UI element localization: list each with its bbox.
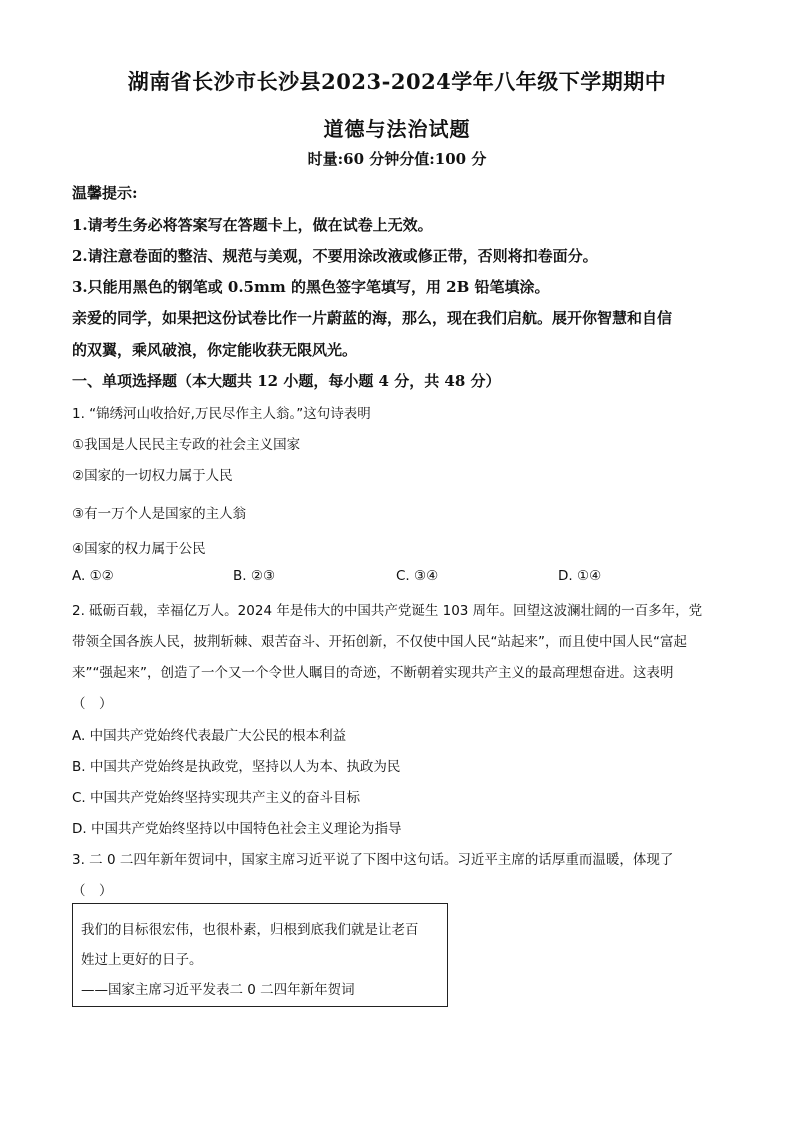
tip-item-1: 1.请考生务必将答案写在答题卡上，做在试卷上无效。 bbox=[72, 216, 433, 234]
q1-item-4: ④国家的权力属于公民 bbox=[72, 541, 206, 557]
q2-option-c[interactable]: C. 中国共产党始终坚持实现共产主义的奋斗目标 bbox=[72, 790, 361, 806]
q3-quote-line-1: 我们的目标很宏伟，也很朴素，归根到底我们就是让老百 bbox=[81, 922, 419, 938]
q3-quote-box bbox=[72, 903, 448, 1007]
q2-stem-line-2: 带领全国各族人民，披荆斩棘、艰苦奋斗、开拓创新，不仅使中国人民“站起来”，而且使中国人民“富起 bbox=[72, 634, 687, 650]
q3-stem-line-1: 3. 二 0 二四年新年贺词中，国家主席习近平说了下图中这句话。习近平主席的话厚重而温暖，体现了 bbox=[72, 852, 674, 868]
tip-item-2: 2.请注意卷面的整洁、规范与美观，不要用涂改液或修正带，否则将扣卷面分。 bbox=[72, 247, 598, 265]
q2-stem-line-3: 来”“强起来”，创造了一个又一个令世人瞩目的奇迹，不断朝着实现共产主义的最高理想奋进。这表明 bbox=[72, 665, 674, 681]
q1-option-c[interactable]: C. ③④ bbox=[396, 568, 439, 584]
q2-stem-line-1: 2. 砥砺百载，幸福亿万人。2024 年是伟大的中国共产党诞生 103 周年。回望这波澜壮阔的一百多年，党 bbox=[72, 603, 703, 619]
exam-title: 湖南省长沙市长沙县2023-2024学年八年级下学期期中 bbox=[127, 69, 667, 94]
q1-item-2: ②国家的一切权力属于人民 bbox=[72, 468, 233, 484]
exam-subject: 道德与法治试题 bbox=[323, 117, 471, 141]
q1-item-3: ③有一万个人是国家的主人翁 bbox=[72, 506, 247, 522]
tip-item-3: 3.只能用黑色的钢笔或 0.5mm 的黑色签字笔填写，用 2B 铅笔填涂。 bbox=[72, 278, 550, 296]
q1-option-b[interactable]: B. ②③ bbox=[233, 568, 276, 584]
q2-option-b[interactable]: B. 中国共产党始终是执政党，坚持以人为本、执政为民 bbox=[72, 759, 401, 775]
q1-item-1: ①我国是人民民主专政的社会主义国家 bbox=[72, 437, 301, 453]
encourage-line-2: 的双翼，乘风破浪，你定能收获无限风光。 bbox=[72, 341, 358, 359]
q1-option-a[interactable]: A. ①② bbox=[72, 568, 114, 584]
q3-quote-line-2: 姓过上更好的日子。 bbox=[81, 952, 203, 968]
q2-answer-blank: （ ） bbox=[72, 696, 113, 712]
q2-option-d[interactable]: D. 中国共产党始终坚持以中国特色社会主义理论为指导 bbox=[72, 821, 402, 837]
q2-option-a[interactable]: A. 中国共产党始终代表最广大公民的根本利益 bbox=[72, 728, 347, 744]
q1-stem: 1. “锦绣河山收拾好,万民尽作主人翁。”这句诗表明 bbox=[72, 406, 371, 422]
section-heading: 一、单项选择题（本大题共 12 小题，每小题 4 分，共 48 分） bbox=[72, 372, 501, 390]
q3-answer-blank: （ ） bbox=[72, 883, 113, 899]
q3-quote-source: ——国家主席习近平发表二 0 二四年新年贺词 bbox=[81, 982, 355, 998]
encourage-line-1: 亲爱的同学，如果把这份试卷比作一片蔚蓝的海，那么，现在我们启航。展开你智慧和自信 bbox=[72, 309, 673, 327]
tips-heading: 温馨提示: bbox=[72, 184, 138, 202]
exam-time-score: 时量:60 分钟分值:100 分 bbox=[307, 150, 487, 168]
q1-option-d[interactable]: D. ①④ bbox=[558, 568, 602, 584]
